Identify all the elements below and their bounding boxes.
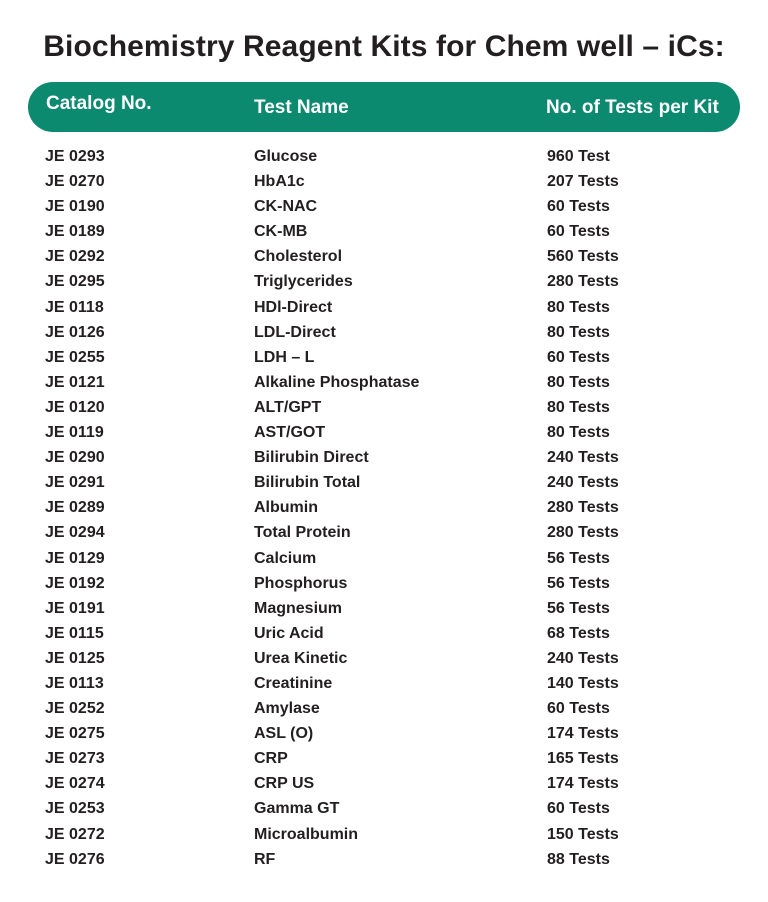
catalog-number: JE 0255	[45, 348, 105, 366]
test-name: CK-MB	[254, 223, 308, 241]
tests-per-kit: 560 Tests	[547, 248, 619, 266]
test-name: Glucose	[254, 148, 318, 165]
test-name: AST/GOT	[254, 424, 326, 442]
test-name: Bilirubin Direct	[254, 449, 369, 467]
catalog-number: JE 0126	[45, 323, 105, 341]
tests-per-kit: 240 Tests	[547, 449, 619, 467]
catalog-number: JE 0191	[45, 599, 105, 617]
table-row	[0, 848, 768, 873]
tests-per-kit: 60 Tests	[547, 223, 610, 241]
test-name: RF	[254, 850, 276, 868]
header-tests-per-kit: No. of Tests per Kit	[546, 97, 719, 118]
tests-per-kit: 240 Tests	[547, 649, 619, 667]
tests-per-kit: 56 Tests	[547, 574, 610, 592]
tests-per-kit: 56 Tests	[547, 549, 610, 567]
catalog-number: JE 0129	[45, 549, 105, 567]
tests-per-kit: 68 Tests	[547, 624, 610, 642]
catalog-number: JE 0189	[45, 223, 105, 241]
catalog-number: JE 0274	[45, 775, 105, 793]
test-name: Calcium	[254, 549, 317, 567]
test-name: Amylase	[254, 700, 320, 718]
header-test-name: Test Name	[254, 97, 349, 118]
table-row	[0, 446, 768, 471]
catalog-number: JE 0120	[45, 398, 105, 416]
tests-per-kit: 174 Tests	[547, 775, 619, 793]
table-row	[0, 797, 768, 822]
catalog-number: JE 0292	[45, 248, 105, 266]
catalog-number: JE 0276	[45, 850, 105, 868]
table-row	[0, 622, 768, 647]
table-body	[0, 145, 768, 873]
test-name: Uric Acid	[254, 624, 324, 642]
test-name: Bilirubin Total	[254, 474, 361, 492]
table-row	[0, 547, 768, 572]
catalog-number: JE 0125	[45, 649, 105, 667]
table-row	[0, 672, 768, 697]
catalog-number: JE 0252	[45, 700, 105, 718]
tests-per-kit: 280 Tests	[547, 273, 619, 291]
test-name: HbA1c	[254, 173, 305, 191]
tests-per-kit: 80 Tests	[547, 424, 610, 442]
test-name: CRP	[254, 750, 288, 768]
catalog-number: JE 0253	[45, 800, 105, 818]
tests-per-kit: 150 Tests	[547, 825, 619, 843]
tests-per-kit: 280 Tests	[547, 524, 619, 542]
tests-per-kit: 60 Tests	[547, 700, 610, 718]
test-name: Gamma GT	[254, 800, 340, 818]
test-name: ASL (O)	[254, 725, 314, 743]
tests-per-kit: 56 Tests	[547, 599, 610, 617]
test-name: Phosphorus	[254, 574, 348, 592]
catalog-number: JE 0290	[45, 449, 105, 467]
catalog-number: JE 0275	[45, 725, 105, 743]
table-row	[0, 421, 768, 446]
page-title: Biochemistry Reagent Kits for Chem well – iCs:	[43, 30, 725, 63]
header-catalog-no: Catalog No.	[46, 93, 152, 114]
test-name: Total Protein	[254, 524, 351, 542]
table-row	[0, 321, 768, 346]
catalog-number: JE 0192	[45, 574, 105, 592]
test-name: CK-NAC	[254, 198, 318, 216]
test-name: Cholesterol	[254, 248, 343, 266]
tests-per-kit: 140 Tests	[547, 674, 619, 692]
catalog-number: JE 0295	[45, 273, 105, 291]
catalog-number: JE 0115	[45, 624, 104, 642]
test-name: HDl-Direct	[254, 298, 333, 316]
test-name: ALT/GPT	[254, 398, 322, 416]
test-name: Creatinine	[254, 674, 333, 692]
catalog-number: JE 0270	[45, 173, 105, 191]
test-name: LDL-Direct	[254, 323, 336, 341]
tests-per-kit: 80 Tests	[547, 398, 610, 416]
catalog-number: JE 0118	[45, 298, 104, 316]
table-row	[0, 371, 768, 396]
tests-per-kit: 88 Tests	[547, 850, 610, 868]
table-row	[0, 697, 768, 722]
catalog-number: JE 0291	[45, 474, 105, 492]
table-row	[0, 647, 768, 672]
tests-per-kit: 60 Tests	[547, 198, 610, 216]
table-row	[0, 195, 768, 220]
table-row	[0, 747, 768, 772]
table-row	[0, 245, 768, 270]
table-row	[0, 572, 768, 597]
tests-per-kit: 165 Tests	[547, 750, 619, 768]
table-row	[0, 346, 768, 371]
table-row	[0, 597, 768, 622]
table-row	[0, 220, 768, 245]
table-row	[0, 270, 768, 295]
catalog-number: JE 0113	[45, 674, 104, 692]
test-name: Triglycerides	[254, 273, 353, 291]
test-name: Microalbumin	[254, 825, 359, 843]
table-row	[0, 396, 768, 421]
table-row	[0, 145, 768, 170]
catalog-number: JE 0289	[45, 499, 105, 517]
catalog-number: JE 0121	[45, 373, 105, 391]
catalog-number: JE 0273	[45, 750, 105, 768]
test-name: CRP US	[254, 775, 315, 793]
tests-per-kit: 174 Tests	[547, 725, 619, 743]
tests-per-kit: 80 Tests	[547, 298, 610, 316]
catalog-number: JE 0272	[45, 825, 105, 843]
catalog-number: JE 0294	[45, 524, 105, 542]
catalog-number: JE 0190	[45, 198, 105, 216]
tests-per-kit: 80 Tests	[547, 373, 610, 391]
table-row	[0, 823, 768, 848]
test-name: Magnesium	[254, 599, 343, 617]
table-row	[0, 471, 768, 496]
test-name: Alkaline Phosphatase	[254, 373, 420, 391]
test-name: Urea Kinetic	[254, 649, 348, 667]
catalog-number: JE 0119	[45, 424, 104, 442]
tests-per-kit: 207 Tests	[547, 173, 619, 191]
test-name: Albumin	[254, 499, 318, 517]
tests-per-kit: 280 Tests	[547, 499, 619, 517]
tests-per-kit: 60 Tests	[547, 800, 610, 818]
table-row	[0, 772, 768, 797]
table-header	[28, 82, 740, 132]
catalog-number: JE 0293	[45, 148, 105, 165]
tests-per-kit: 60 Tests	[547, 348, 610, 366]
table-row	[0, 722, 768, 747]
table-row	[0, 296, 768, 321]
tests-per-kit: 80 Tests	[547, 323, 610, 341]
tests-per-kit: 240 Tests	[547, 474, 619, 492]
table-row	[0, 496, 768, 521]
tests-per-kit: 960 Test	[547, 148, 610, 165]
test-name: LDH – L	[254, 348, 315, 366]
table-row	[0, 521, 768, 546]
table-row	[0, 170, 768, 195]
